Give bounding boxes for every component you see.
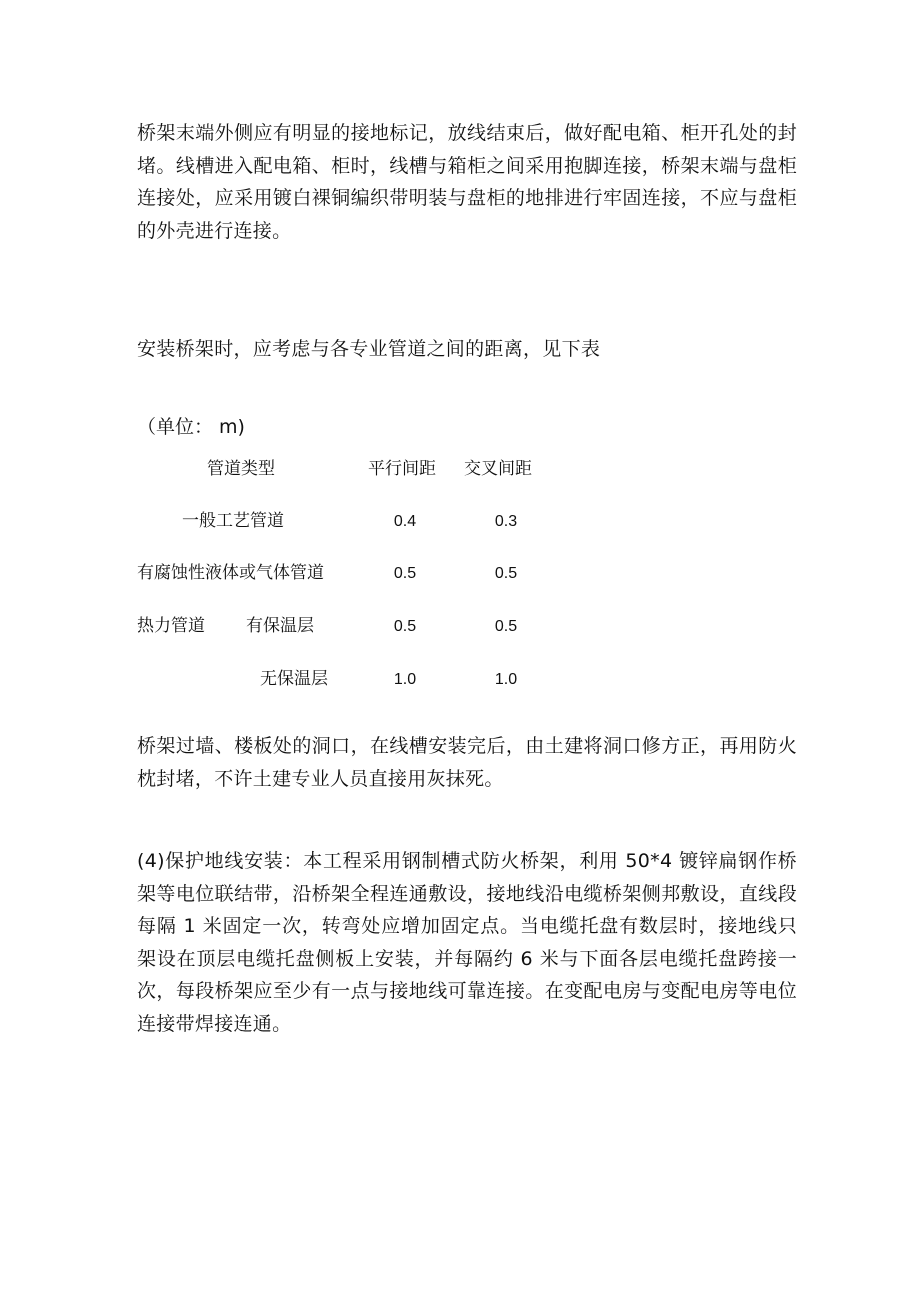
paragraph-bridge-end-grounding: 桥架末端外侧应有明显的接地标记，放线结束后，做好配电箱、柜开孔处的封堵。线槽进入配电箱、柜时，线槽与箱柜之间采用抱脚连接，桥架末端与盘柜连接处，应采用镀白裸铜编织带明装与盘柜的地排进行牢固连接，不应与盘柜的外壳进行连接。 [137, 122, 797, 242]
paragraph-protective-ground-install: (4)保护地线安装：本工程采用钢制槽式防火桥架，利用 50*4 镀锌扁钢作桥架等电位联结带，沿桥架全程连通敷设，接地线沿电缆桥架侧邦敷设，直线段每隔 1 米固定一次，转弯处应增加固定点。当电缆托盘有数层时，接地线只架设在顶层电缆托盘侧板上安装，并每隔约 6 米与下面各层电缆托盘跨接一次，每段桥架应至少有一点与接地线可靠连接。在变配电房与变配电房等电位连接带焊接连通。 [137, 850, 797, 1035]
row-corrosive-pipe-name: 有腐蚀性液体或气体管道 [137, 563, 324, 583]
paragraph-wall-opening-sealing: 桥架过墙、楼板处的洞口，在线槽安装完后，由土建将洞口修方正，再用防火枕封堵，不许土建专业人员直接用灰抹死。 [137, 735, 797, 790]
row-thermal-pipe-name: 热力管道 [137, 616, 205, 636]
row-corrosive-pipe-cross: 0.5 [494, 565, 518, 582]
row-thermal-uninsulated-sub: 无保温层 [260, 669, 328, 689]
row-general-pipe-cross: 0.3 [494, 513, 518, 530]
row-thermal-insulated-cross: 0.5 [494, 618, 518, 635]
header-pipe-type: 管道类型 [207, 459, 275, 479]
row-thermal-uninsulated-parallel: 1.0 [393, 671, 417, 688]
row-corrosive-pipe-parallel: 0.5 [393, 565, 417, 582]
header-parallel-distance: 平行间距 [368, 459, 436, 479]
paragraph-pipe-distance-intro: 安装桥架时，应考虑与各专业管道之间的距离，见下表 [137, 338, 601, 360]
row-general-pipe-parallel: 0.4 [393, 513, 417, 530]
row-thermal-insulated-parallel: 0.5 [393, 618, 417, 635]
header-cross-distance: 交叉间距 [464, 459, 532, 479]
row-general-pipe-name: 一般工艺管道 [182, 511, 284, 531]
row-thermal-insulated-sub: 有保温层 [246, 616, 314, 636]
table-unit-label: （单位： m) [137, 416, 245, 438]
row-thermal-uninsulated-cross: 1.0 [494, 671, 518, 688]
